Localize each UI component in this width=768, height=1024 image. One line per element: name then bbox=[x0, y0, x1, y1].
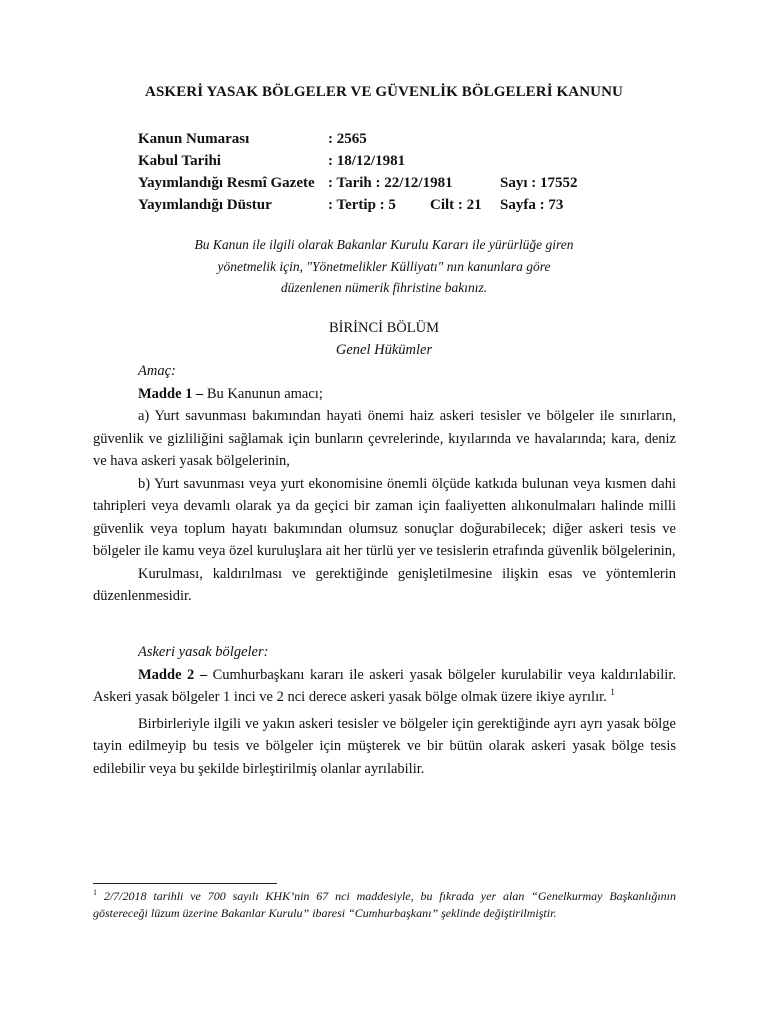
footnote bbox=[93, 888, 676, 921]
meta-row-kabul bbox=[138, 150, 698, 172]
footnote-ref[interactable]: 1 bbox=[610, 687, 615, 698]
kabul-value: : 18/12/1981 bbox=[328, 153, 406, 169]
meta-row-gazete bbox=[138, 172, 698, 194]
article-2-paragraph-1 bbox=[93, 664, 676, 709]
footnote-number: 1 bbox=[93, 888, 97, 897]
article-2 bbox=[93, 641, 676, 780]
section-subheading: Genel Hükümler bbox=[335, 342, 433, 358]
article-2-paragraph-2: Birbirleriyle ilgili ve yakın askeri tesisler ve bölgeler için gerektiğinde ayrı ayrı yasak bölge tayin edilmeyip bu tesis ve bölgeler için müşterek ve bir bütün olarak askeri yasak bölge tesis edilebilir veya bu şekilde birleştirilmiş olanlar ayrılabilir. bbox=[93, 715, 676, 777]
article-1-clause-a: a) Yurt savunması bakımından hayati önemi haiz askeri tesisler ve bölgeler ile sınırların, güvenlik ve gizliliğini sağlamak için bunların çevrelerinde, kıyılarında ve havalarında; kara, deniz ve hava askeri yasak bölgelerinin, bbox=[93, 408, 676, 469]
footnote-divider bbox=[93, 883, 277, 884]
note-line: yönetmelik için, "Yönetmelikler Külliyatı" nın kanunlara göre bbox=[217, 258, 551, 274]
gazete-label: Yayımlandığı Resmî Gazete bbox=[138, 175, 315, 191]
note-line: Bu Kanun ile ilgili olarak Bakanlar Kurulu Kararı ile yürürlüğe giren bbox=[194, 237, 574, 252]
kanun-no-value: : 2565 bbox=[328, 131, 367, 147]
article-1-clause-b: b) Yurt savunması veya yurt ekonomisine önemli ölçüde katkıda bulunan veya kısmen dahi tahripleri veya devamlı olarak ya da geçici bir zaman için faaliyetten alıkonulmaları halinde milli güvenlik veya toplum hayatı bakımından olumsuz sonuçlar doğurabilecek; diğer askeri tesis ve bölgeler ile kamu veya özel kuruluşlara ait her türlü yer ve tesislerin etrafında güvenlik bölgelerinin, bbox=[93, 475, 676, 559]
article-1-intro-text: Bu Kanunun amacı; bbox=[203, 385, 323, 402]
note-line: düzenlenen nümerik fihristine bakınız. bbox=[280, 280, 488, 295]
dustur-label: Yayımlandığı Düstur bbox=[138, 197, 272, 213]
meta-row-dustur bbox=[138, 194, 698, 216]
article-1-caption: Amaç: bbox=[138, 363, 176, 379]
meta-row-kanun-no bbox=[138, 128, 698, 150]
law-metadata bbox=[138, 128, 698, 216]
regulation-note bbox=[0, 234, 768, 299]
article-1 bbox=[93, 360, 676, 608]
kanun-no-label: Kanun Numarası bbox=[138, 131, 250, 147]
footnote-text: 2/7/2018 tarihli ve 700 sayılı KHK’nin 67 nci maddesiyle, bu fıkrada yer alan “Genelkurmay Başkanlığının göstereceği lüzum üzerine Bakanlar Kurulu” ibaresi “Cumhurbaşkanı” şeklinde değiştirilmiştir. bbox=[93, 889, 676, 920]
gazete-sayi: Sayı : 17552 bbox=[500, 175, 578, 191]
article-1-intro bbox=[93, 383, 676, 406]
article-1-closing: Kurulması, kaldırılması ve gerektiğinde genişletilmesine ilişkin esas ve yöntemlerin düzenlenmesidir. bbox=[93, 565, 676, 604]
dustur-sayfa: Sayfa : 73 bbox=[500, 197, 564, 213]
article-2-caption: Askeri yasak bölgeler: bbox=[138, 644, 269, 660]
dustur-cilt: Cilt : 21 bbox=[430, 197, 482, 213]
kabul-label: Kabul Tarihi bbox=[138, 153, 221, 169]
article-2-text: Cumhurbaşkanı kararı ile askeri yasak bölgeler kurulabilir veya kaldırılabilir. Askeri yasak bölgeler 1 inci ve 2 nci derece askeri yasak bölge olmak üzere ikiye ayrılır. bbox=[93, 666, 676, 705]
law-title: ASKERİ YASAK BÖLGELER VE GÜVENLİK BÖLGELERİ KANUNU bbox=[145, 84, 623, 100]
article-1-label: Madde 1 – bbox=[138, 385, 204, 402]
article-2-label: Madde 2 – bbox=[138, 666, 208, 683]
dustur-tertip: : Tertip : 5 bbox=[328, 197, 396, 213]
gazete-tarih: : Tarih : 22/12/1981 bbox=[328, 175, 453, 191]
section-heading: BİRİNCİ BÖLÜM bbox=[329, 320, 439, 336]
